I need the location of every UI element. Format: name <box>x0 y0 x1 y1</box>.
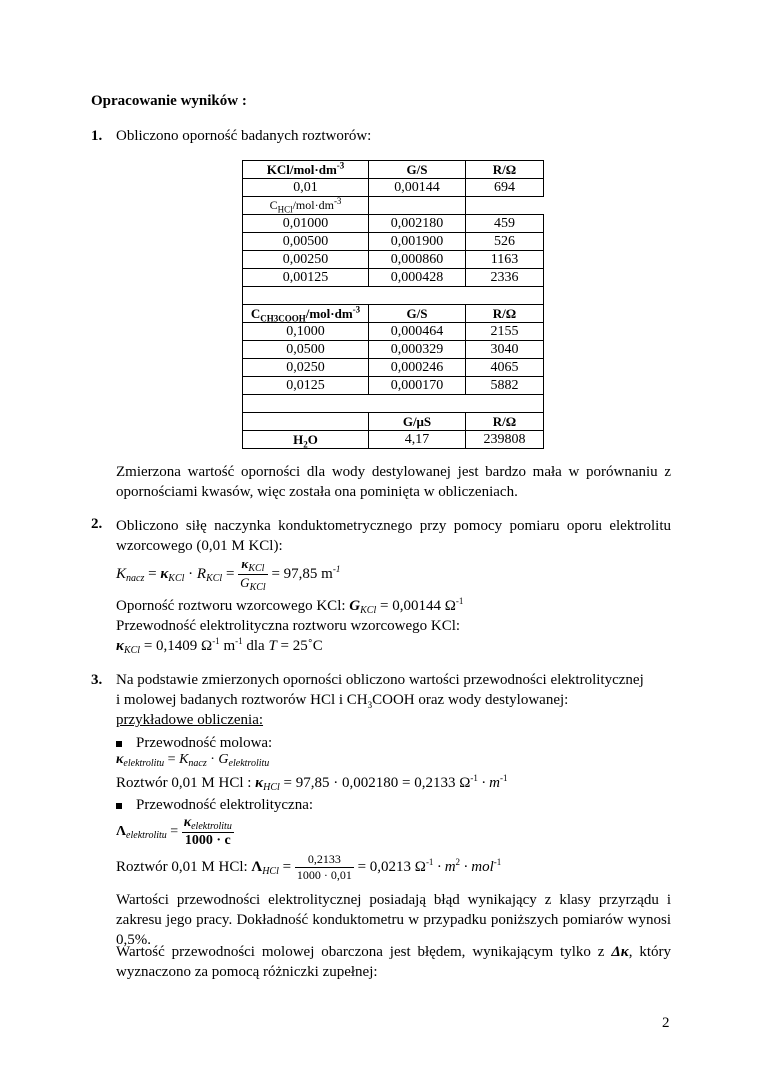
table-row <box>243 251 544 269</box>
table-cell: 1163 <box>466 251 544 269</box>
table-cell: 4065 <box>466 359 544 377</box>
table-cell: 4,17 <box>369 431 466 449</box>
cell-constant-formula: $K_{nacz} = \kappa_{KCl} \cdot R_{KCl}$ = $\frac{\kappa_{KCl}}{G_{KCl}}$ = 97,85 $m^{-1}$ <box>116 556 341 593</box>
results-table <box>242 160 544 449</box>
kcl-conc-header: KCl/$mol\cdot dm^{-3}$ <box>243 161 369 179</box>
table-cell: 3040 <box>466 341 544 359</box>
table-cell: 0,002180 <box>369 215 466 233</box>
kcl-resistance-line: Oporność roztworu wzorcowego KCl: $G_{KCl} = 0,00144$ $\Omega^{-1}$ <box>116 596 464 616</box>
page-number: 2 <box>662 1015 670 1031</box>
table-cell: 0,00250 <box>243 251 369 269</box>
table-cell: 0,000860 <box>369 251 466 269</box>
table-row <box>243 431 544 449</box>
table-spacer-row <box>243 287 544 305</box>
section-3-number: 3. <box>91 672 103 688</box>
water-label: $H_2O$ <box>243 431 369 449</box>
table-cell: 0,00500 <box>243 233 369 251</box>
table-row <box>243 215 544 233</box>
table-cell: 526 <box>466 233 544 251</box>
table-cell: 0,00144 <box>369 179 466 197</box>
kcl-r-header: R/Ω <box>466 161 544 179</box>
water-note: Zmierzona wartość oporności dla wody destylowanej jest bardzo mała w porównaniu z opornościami kwasów, więc została ona pominięta w obliczeniach. <box>116 464 671 500</box>
section-1-number: 1. <box>91 128 103 144</box>
kcl-g-header: G/S <box>369 161 466 179</box>
table-cell: 0,0500 <box>243 341 369 359</box>
table-cell: 0,00125 <box>243 269 369 287</box>
table-cell: 0,0250 <box>243 359 369 377</box>
accuracy-paragraph: Wartości przewodności elektrolitycznej posiadają błąd wynikający z klasy przyrządu i zakresu jego pracy. Dokładność konduktometru w przypadku poniższych pomiarów wynosi 0,5%. <box>116 892 671 948</box>
table-row <box>243 269 544 287</box>
section-heading: Opracowanie wyników : <box>91 93 247 109</box>
table-cell: 2336 <box>466 269 544 287</box>
table-cell: 459 <box>466 215 544 233</box>
section-3-text-b: i molowej badanych roztworów HCl i $CH_3COOH$ oraz wody destylowanej: <box>116 692 569 710</box>
bullet-icon <box>116 803 122 809</box>
acetic-g-header: G/S <box>369 305 466 323</box>
table-cell: 0,1000 <box>243 323 369 341</box>
hcl-kappa-calc: Roztwór 0,01 M HCl : $\kappa_{HCl} = 97,85 \cdot 0,002180 = 0,2133$ $\Omega^{-1} \cdot m^{-1}$ <box>116 773 508 793</box>
table-cell: 0,000170 <box>369 377 466 395</box>
examples-label: przykładowe obliczenia: <box>116 712 264 728</box>
acetic-r-header: R/Ω <box>466 305 544 323</box>
table-cell: 0,001900 <box>369 233 466 251</box>
table-cell: 2155 <box>466 323 544 341</box>
table-cell-empty <box>466 197 544 215</box>
table-row <box>243 359 544 377</box>
table-row <box>243 341 544 359</box>
bullet-icon <box>116 741 122 747</box>
hcl-conc-header: $C_{HCl}/mol\cdot dm^{-3}$ <box>243 197 369 215</box>
table-cell-empty <box>369 197 466 215</box>
table-row <box>243 377 544 395</box>
section-1-text: Obliczono oporność badanych roztworów: <box>116 128 372 144</box>
table-cell: 0,000428 <box>369 269 466 287</box>
table-cell: 0,000464 <box>369 323 466 341</box>
table-cell: 0,000329 <box>369 341 466 359</box>
table-spacer-row <box>243 395 544 413</box>
table-cell: 239808 <box>466 431 544 449</box>
table-row <box>243 233 544 251</box>
table-cell: 0,01 <box>243 179 369 197</box>
molar-formula: $\kappa_{elektrolitu} = K_{nacz} \cdot G_{elektrolitu}$ <box>116 752 270 769</box>
table-cell: 0,000246 <box>369 359 466 377</box>
table-cell: 694 <box>466 179 544 197</box>
table-cell: 0,0125 <box>243 377 369 395</box>
table-cell: 0,01000 <box>243 215 369 233</box>
water-g-header: G/μS <box>369 413 466 431</box>
conductivity-formula: $\Lambda_{elektrolitu}$ = $\frac{\kappa_{elektrolitu}}{1000 \cdot c}$ <box>116 815 232 848</box>
water-r-header: R/Ω <box>466 413 544 431</box>
bullet-molar: Przewodność molowa: <box>116 735 272 752</box>
acetic-conc-header: $C_{CH3COOH}/mol\cdot dm^{-3}$ <box>243 305 369 323</box>
bullet-conductivity: Przewodność elektrolityczna: <box>116 797 313 814</box>
error-paragraph: Wartość przewodności molowej obarczona jest błędem, wynikającym tylko z Δκ, który wyznaczono za pomocą różniczki zupełnej: <box>116 944 671 980</box>
table-cell-empty <box>243 413 369 431</box>
kcl-kappa-value: $\kappa_{KCl} = 0,1409$ $\Omega^{-1}$ $m^{-1}$ dla T = 25˚C <box>116 636 323 656</box>
kcl-conductivity-line: Przewodność elektrolityczna roztworu wzorcowego KCl: <box>116 618 461 634</box>
table-row <box>243 179 544 197</box>
section-2-number: 2. <box>91 516 103 532</box>
section-2-text: Obliczono siłę naczynka konduktometrycznego przy pomocy pomiaru oporu elektrolitu wzorcowego (0,01 M KCl): <box>116 518 671 554</box>
hcl-lambda-calc: Roztwór 0,01 M HCl: $\Lambda_{HCl}$ = $\frac{0,2133}{1000 \cdot 0,01}$ = 0,0213 $\Omega^{-1} \cdot m^2 \cdot mol^{-1}$ <box>116 852 502 882</box>
table-row <box>243 323 544 341</box>
section-3-text-a: Na podstawie zmierzonych oporności obliczono wartości przewodności elektrolitycznej <box>116 672 644 688</box>
table-cell: 5882 <box>466 377 544 395</box>
